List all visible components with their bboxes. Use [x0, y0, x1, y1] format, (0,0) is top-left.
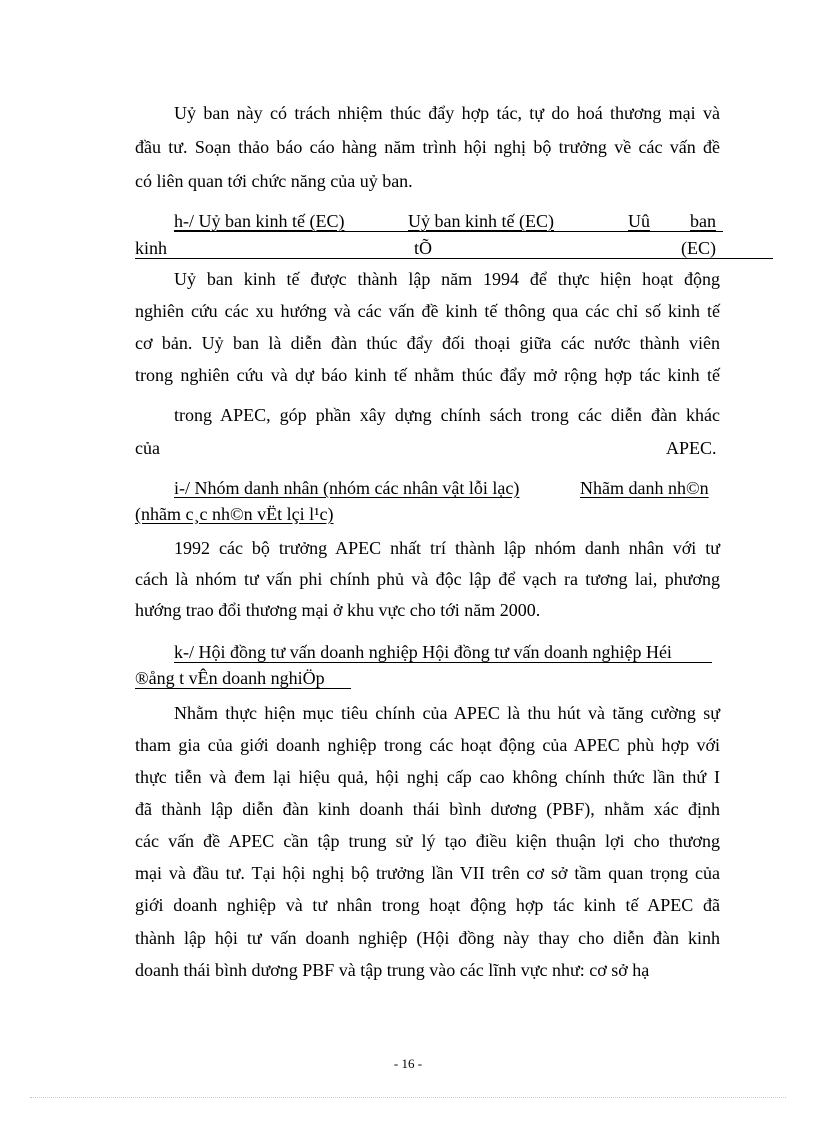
body-text-line: thực tiễn và đem lại hiệu quả, hội nghị cấp cao không chính thức lần thứ I [135, 767, 720, 787]
page-number: - 16 - [393, 1056, 423, 1071]
section-heading-garbled: (EC) [681, 238, 716, 258]
heading-underline [174, 231, 723, 232]
section-heading-duplicate: Uỷ ban kinh tế (EC) [408, 211, 554, 231]
body-text-line: APEC. [666, 438, 717, 458]
body-text-line: mại và đầu tư. Tại hội nghị bộ trưởng lần VII trên cơ sở tầm quan trọng của [135, 863, 720, 883]
heading-underline [135, 688, 351, 689]
body-text-line: Nhằm thực hiện mục tiêu chính của APEC là thu hút và tăng cường sự [174, 703, 720, 723]
body-text-line: trong nghiên cứu và dự báo kinh tế nhằm thúc đẩy mở rộng hợp tác kinh tế [135, 365, 720, 385]
body-text-line: trong APEC, góp phần xây dựng chính sách trong các diễn đàn khác [174, 405, 720, 425]
section-heading: k-/ Hội đồng tư vấn doanh nghiệp Hội đồng tư vấn doanh nghiệp Héi [174, 642, 672, 662]
section-heading-garbled: ban [690, 211, 716, 231]
body-text-line: đã thành lập diễn đàn kinh doanh thái bình dương (PBF), nhằm xác định [135, 799, 720, 819]
body-text-line: doanh thái bình dương PBF và tập trung vào các lĩnh vực như: cơ sở hạ [135, 960, 650, 980]
body-text-line: nghiên cứu các xu hướng và các vấn đề kinh tế thông qua các chỉ số kinh tế [135, 301, 720, 321]
body-text-line: đầu tư. Soạn thảo báo cáo hàng năm trình hội nghị bộ trưởng về các vấn đề [135, 137, 720, 157]
body-text-line: giới doanh nghiệp và tư nhân trong hoạt động hợp tác kinh tế APEC đã [135, 895, 720, 915]
section-heading-garbled: (nhãm c¸c nh©n vËt lçi l¹c) [135, 504, 334, 524]
section-heading: h-/ Uỷ ban kinh tế (EC) [174, 211, 345, 231]
body-text-line: Uỷ ban kinh tế được thành lập năm 1994 để thực hiện hoạt động [174, 269, 720, 289]
body-text-line: các vấn đề APEC cần tập trung sử lý tạo điều kiện thuận lợi cho thương [135, 831, 720, 851]
body-text-line: cách là nhóm tư vấn phi chính phủ và độc lập để vạch ra tương lai, phương [135, 569, 720, 589]
body-text-line: hướng trao đổi thương mại ở khu vực cho tới năm 2000. [135, 600, 541, 620]
body-text-line: của [135, 438, 160, 458]
body-text-line: thành lập hội tư vấn doanh nghiệp (Hội đồng này thay cho diễn đàn kinh [135, 928, 720, 948]
body-text-line: tham gia của giới doanh nghiệp trong các hoạt động của APEC phù hợp với [135, 735, 720, 755]
body-text-line: 1992 các bộ trưởng APEC nhất trí thành lập nhóm danh nhân với tư [174, 538, 720, 558]
section-heading-garbled: kinh [135, 238, 168, 258]
heading-underline [135, 258, 773, 259]
section-heading-garbled: ®ång t vÊn doanh nghiÖp [135, 668, 325, 688]
body-text-line: cơ bản. Uỷ ban là diễn đàn thúc đẩy đối thoại giữa các nước thành viên [135, 333, 720, 353]
page-bottom-rule [30, 1097, 786, 1098]
section-heading-garbled: Uû [628, 211, 650, 231]
body-text-line: Uỷ ban này có trách nhiệm thúc đẩy hợp tác, tự do hoá thương mại và [174, 103, 720, 123]
body-text-line: có liên quan tới chức năng của uỷ ban. [135, 171, 413, 191]
heading-underline [174, 662, 712, 663]
section-heading-garbled: Nhãm danh nh©n [580, 478, 709, 498]
section-heading: i-/ Nhóm danh nhân (nhóm các nhân vật lỗi lạc) [174, 478, 520, 498]
section-heading-garbled: tÕ [414, 238, 432, 258]
